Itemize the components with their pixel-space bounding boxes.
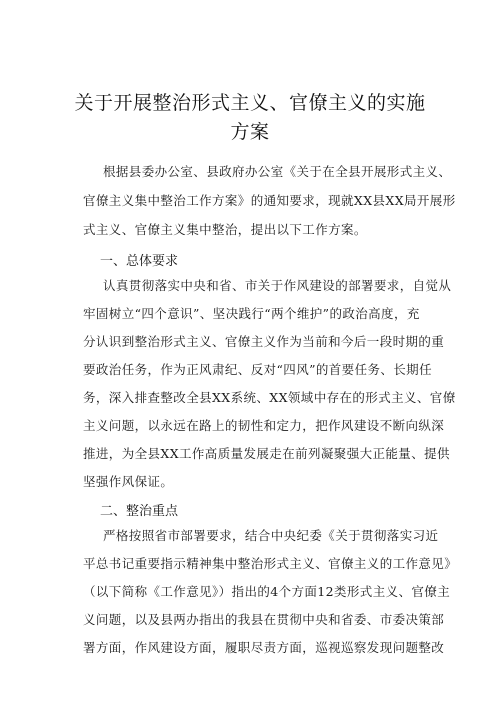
paragraph-line: 分认识到整治形式主义、官僚主义作为当前和今后一段时期的重 (83, 334, 445, 349)
intro-line: 根据县委办公室、县政府办公室《关于在全县开展形式主义、 (103, 164, 452, 179)
paragraph-line: 平总书记重要指示精神集中整治形式主义、官僚主义的工作意见》 (83, 556, 458, 571)
paragraph-line: 推进，为全县XX工作高质量发展走在前列凝聚强大正能量、提供 (83, 446, 450, 461)
section-heading: 一、总体要求 (100, 254, 179, 269)
paragraph-line: 认真贯彻落实中央和省、市关于作风建设的部署要求，自觉从 (103, 278, 452, 293)
paragraph-line: 署方面，作风建设方面，履职尽责方面，巡视巡察发现问题整改 (83, 640, 445, 655)
intro-line: 官僚主义集中整治工作方案》的通知要求，现就XX县XX局开展形 (83, 193, 456, 208)
document-title-line-1: 关于开展整治形式主义、官僚主义的实施 (74, 92, 426, 114)
paragraph-line: 主义问题，以永远在路上的韧性和定力，把作风建设不断向纵深 (83, 418, 445, 433)
paragraph-line: 要政治任务，作为正风肃纪、反对“四风”的首要任务、长期任 (83, 362, 432, 377)
paragraph-line: 务，深入排查整改全县XX系统、XX领域中存在的形式主义、官僚 (83, 390, 456, 405)
document-title-line-2: 方案 (230, 121, 270, 143)
paragraph-line: 牢固树立“四个意识”、坚决践行“两个维护”的政治高度，充 (83, 306, 420, 321)
intro-line: 式主义、官僚主义集中整治，提出以下工作方案。 (83, 222, 367, 237)
paragraph-line: 义问题，以及县两办指出的我县在贯彻中央和省委、市委决策部 (83, 612, 445, 627)
section-heading: 二、整治重点 (100, 504, 179, 519)
paragraph-line: 严格按照省市部署要求，结合中央纪委《关于贯彻落实习近 (103, 528, 439, 543)
paragraph-line: （以下简称《工作意见》）指出的4个方面12类形式主义、官僚主 (83, 584, 451, 599)
paragraph-line: 坚强作风保证。 (83, 474, 174, 489)
